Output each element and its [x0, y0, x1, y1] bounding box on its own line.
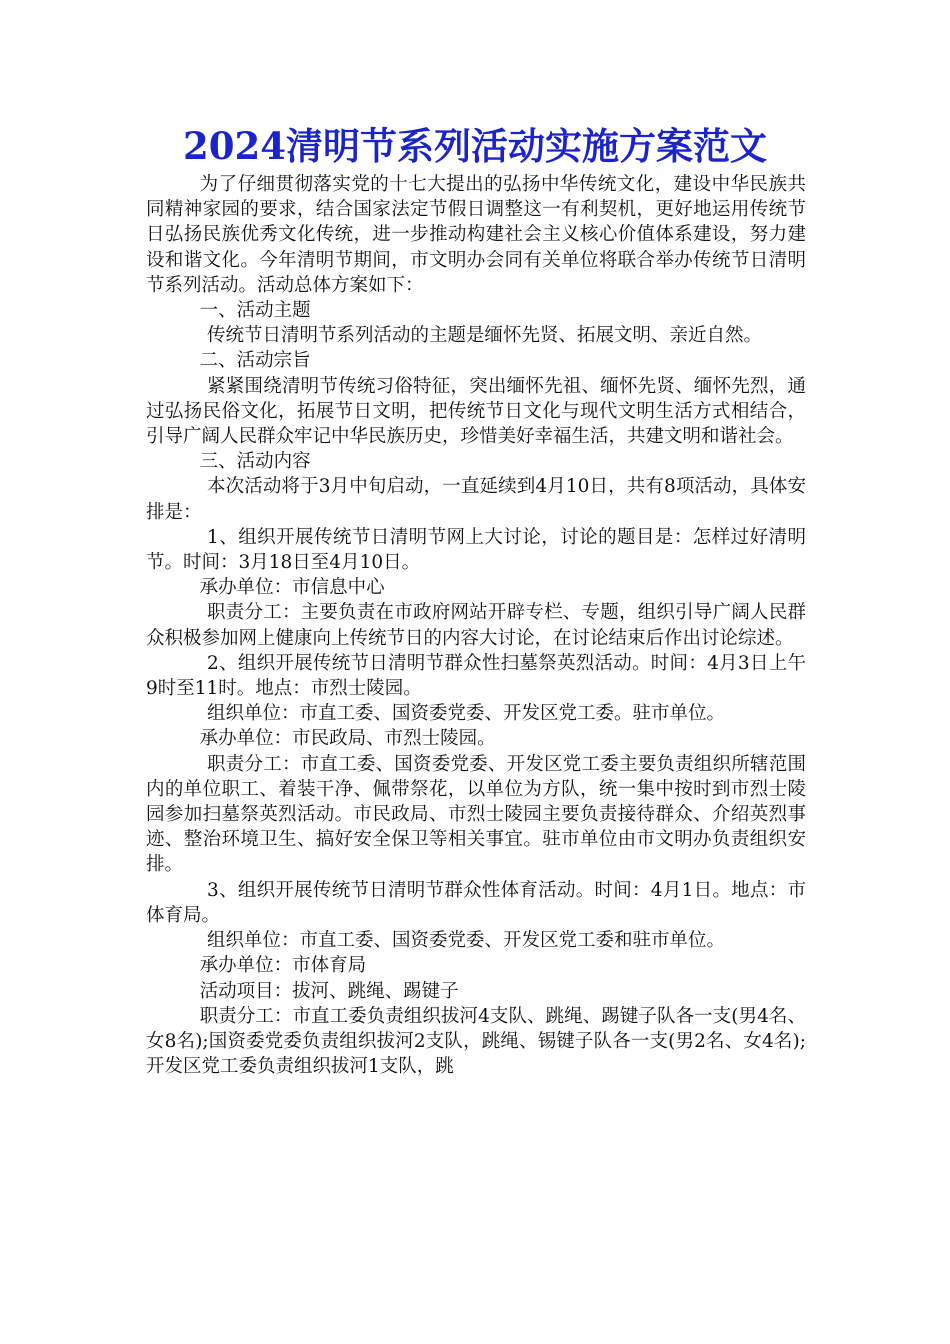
document-title: 2024清明节系列活动实施方案范文: [183, 124, 767, 168]
paragraph-activity-2: 2、组织开展传统节日清明节群众性扫墓祭英烈活动。时间：4月3日上午9时至11时。地点：市烈士陵园。: [146, 652, 806, 700]
paragraph-activity-1-duties: 职责分工：主要负责在市政府网站开辟专栏、专题，组织引导广阔人民群众积极参加网上健康向上传统节日的内容大讨论，在讨论结束后作出讨论综述。: [146, 602, 806, 649]
paragraph-purpose: 紧紧围绕清明节传统习俗特征，突出缅怀先祖、缅怀先贤、缅怀先烈，通过弘扬民俗文化，拓展节日文明，把传统节日文化与现代文明生活方式相结合，引导广阔人民群众牢记中华民族历史，珍惜美好幸福生活，共建文明和谐社会。: [146, 375, 806, 448]
heading-theme: 一、活动主题: [199, 300, 311, 322]
paragraph-activity-2-units: 组织单位：市直工委、国资委党委、开发区党工委。驻市单位。: [207, 703, 726, 725]
heading-purpose: 二、活动宗旨: [199, 350, 311, 372]
paragraph-activity-2-duties: 职责分工：市直工委、国资委党委、开发区党工委主要负责组织所辖范围内的单位职工、着装干净、佩带祭花，以单位为方队，统一集中按时到市烈士陵园参加扫墓祭英烈活动。市民政局、市烈士陵园主要负责接待群众、介绍英烈事迹、整治环境卫生、搞好安全保卫等相关事宜。驻市单位由市文明办负责组织安排。: [146, 753, 806, 876]
paragraph-activity-3: 3、组织开展传统节日清明节群众性体育活动。时间：4月1日。地点：市体育局。: [146, 879, 806, 926]
paragraph-activity-3-units: 组织单位：市直工委、国资委党委、开发区党工委和驻市单位。: [207, 930, 726, 952]
paragraph-activity-2-organizer: 承办单位：市民政局、市烈士陵园。: [199, 728, 496, 750]
paragraph-intro: 为了仔细贯彻落实党的十七大提出的弘扬中华传统文化，建设中华民族共同精神家园的要求，结合国家法定节假日调整这一有利契机，更好地运用传统节日弘扬民族优秀文化传统，进一步推动构建社会主义核心价值体系建设，努力建设和谐文化。今年清明节期间，市文明办会同有关单位将联合举办传统节日清明节系列活动。活动总体方案如下：: [146, 174, 806, 296]
paragraph-activity-3-organizer: 承办单位：市体育局: [199, 955, 367, 977]
paragraph-activity-1: 1、组织开展传统节日清明节网上大讨论，讨论的题目是：怎样过好清明节。时间：3月18日至4月10日。: [146, 526, 806, 574]
paragraph-activity-1-organizer: 承办单位：市信息中心: [199, 577, 385, 599]
paragraph-content-intro: 本次活动将于3月中旬启动，一直延续到4月10日，共有8项活动，具体安排是：: [146, 476, 806, 523]
paragraph-activity-3-duties: 职责分工：市直工委负责组织拔河4支队、跳绳、踢键子队各一支(男4名、女8名);国资委党委负责组织拔河2支队，跳绳、锡键子队各一支(男2名、女4名);开发区党工委负责组织拔河1支队，跳: [146, 1005, 806, 1078]
document-body: [146, 172, 806, 1079]
paragraph-theme: 传统节日清明节系列活动的主题是缅怀先贤、拓展文明、亲近自然。: [207, 325, 763, 347]
heading-content: 三、活动内容: [199, 451, 311, 473]
paragraph-activity-3-items: 活动项目：拔河、跳绳、踢键子: [199, 980, 459, 1002]
